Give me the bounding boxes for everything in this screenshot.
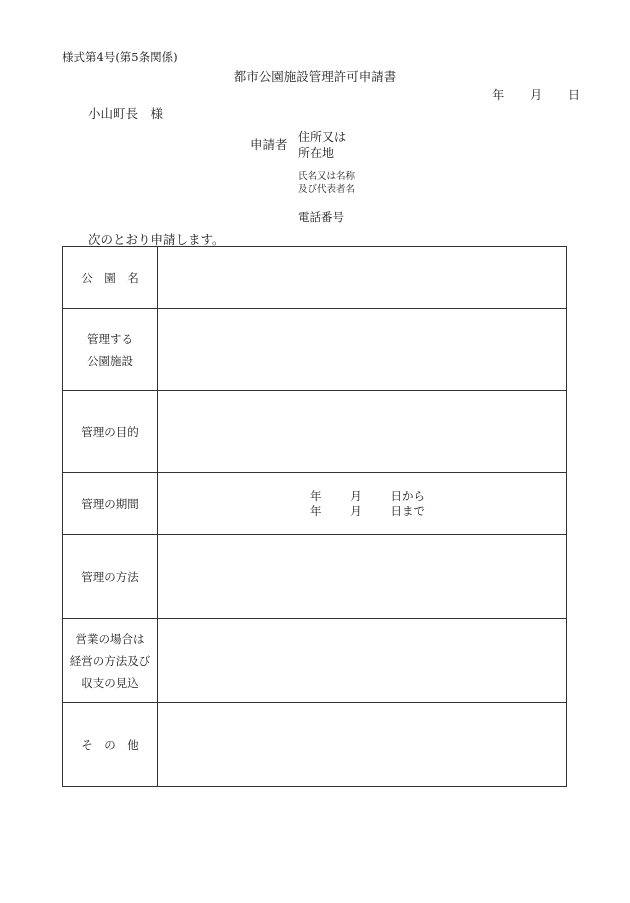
row-label-text: 管理の期間: [81, 496, 139, 511]
table-row: [63, 473, 567, 535]
business-field[interactable]: [158, 619, 567, 703]
row-label-text: 収支の見込: [81, 675, 139, 690]
park-name-label: [63, 247, 158, 309]
table-row: [63, 391, 567, 473]
table-row: [63, 247, 567, 309]
period-to-row: [310, 504, 425, 519]
method-field[interactable]: [158, 535, 567, 619]
business-label: [63, 619, 158, 703]
period-from-day: 日から: [390, 488, 425, 503]
table-row: [63, 703, 567, 787]
park-name-field[interactable]: [158, 247, 567, 309]
facility-label: [63, 309, 158, 391]
date-day-label: 日: [567, 88, 580, 102]
row-label-text: 管理する: [87, 331, 133, 346]
address-label-line: 住所又は: [298, 130, 347, 144]
purpose-field[interactable]: [158, 391, 567, 473]
addressee: 小山町長 様: [88, 106, 164, 121]
period-text: [310, 489, 425, 519]
table-row: [63, 619, 567, 703]
row-label-text: 経営の方法及び: [69, 653, 151, 668]
row-label-text: そ の 他: [81, 737, 139, 752]
table-row: [63, 309, 567, 391]
period-label: [63, 473, 158, 535]
form-number: 様式第4号(第5条関係): [62, 50, 178, 64]
intro-text: 次のとおり申請します。: [88, 232, 225, 247]
phone-label: 電話番号: [298, 210, 344, 224]
table-row: [63, 535, 567, 619]
date-line: [492, 86, 580, 103]
application-table: [62, 246, 567, 787]
facility-field[interactable]: [158, 309, 567, 391]
name-label-line: 氏名又は名称: [298, 171, 356, 182]
row-label-text: 公園施設: [87, 353, 133, 368]
date-month-label: 月: [530, 88, 543, 102]
row-label-text: 公 園 名: [81, 270, 139, 285]
row-label-text: 営業の場合は: [75, 631, 145, 646]
row-label-text: 管理の目的: [81, 424, 139, 439]
address-label: [298, 129, 346, 161]
applicant-label: 申請者: [250, 137, 288, 152]
period-from-month: 月: [350, 488, 362, 503]
name-label: [298, 170, 355, 196]
period-to-month: 月: [350, 503, 362, 518]
name-label-line: 及び代表者名: [298, 184, 356, 195]
document-title: 都市公園施設管理許可申請書: [233, 69, 397, 84]
period-to-year: 年: [310, 503, 322, 518]
period-field[interactable]: [158, 473, 567, 535]
method-label: [63, 535, 158, 619]
date-year-label: 年: [492, 88, 505, 102]
purpose-label: [63, 391, 158, 473]
period-from-row: [310, 489, 425, 504]
row-label-text: 管理の方法: [81, 569, 139, 584]
other-label: [63, 703, 158, 787]
period-to-day: 日まで: [390, 503, 425, 518]
other-field[interactable]: [158, 703, 567, 787]
address-label-line: 所在地: [298, 146, 335, 160]
period-from-year: 年: [310, 488, 322, 503]
